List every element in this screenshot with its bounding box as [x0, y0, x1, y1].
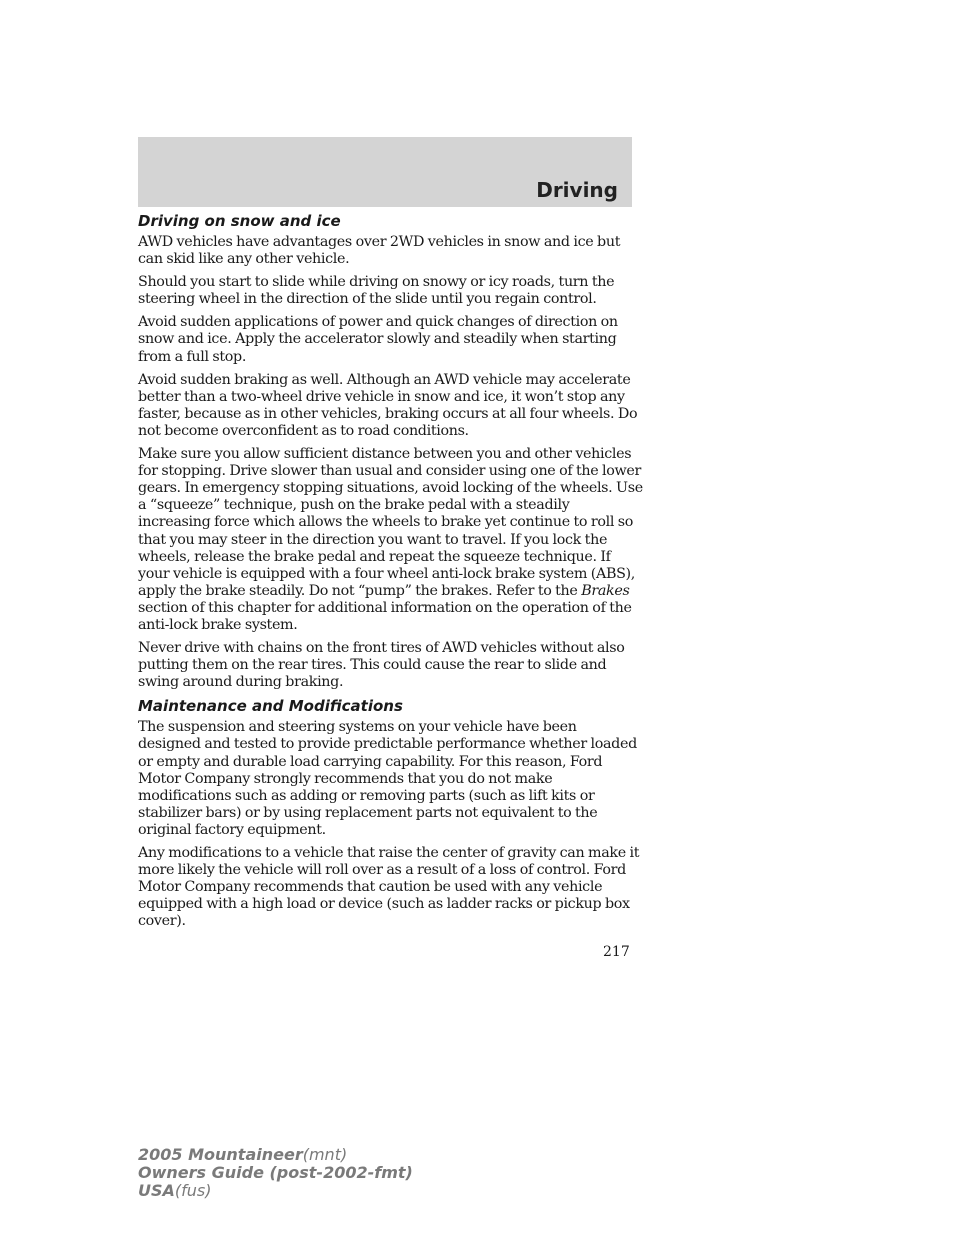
- footer-market-code: (fus): [174, 1181, 212, 1200]
- footer-guide-name: Owners Guide (post-2002-fmt): [138, 1163, 413, 1182]
- paragraph: Avoid sudden braking as well. Although an AWD vehicle may accelerate better than a two-wheel drive vehicle in snow and ice, it won’t stop any faster, because as in other vehicles, braking occurs at all four wheels. Do not become overconfident as to road conditions.: [138, 371, 638, 439]
- footer-model-name: 2005 Mountaineer: [138, 1145, 303, 1164]
- paragraph-text: section of this chapter for additional information on the operation of the anti-lock brake system.: [138, 599, 632, 633]
- page-number: 217: [603, 944, 630, 960]
- page-header-title: Driving: [536, 178, 618, 202]
- document-footer: [138, 1146, 413, 1200]
- page-content: [138, 212, 643, 936]
- footer-market-name: USA: [138, 1181, 175, 1200]
- paragraph-brakes-reference: [138, 446, 643, 634]
- header-band: [138, 137, 632, 207]
- brakes-section-reference: Brakes: [581, 582, 630, 599]
- paragraph-text: Make sure you allow sufficient distance between you and other vehicles for stopping. Drive slower than usual and consider using one of the lower gears. In emergency stopping situations, avoid locking of the wheels. Use a “squeeze” technique, push on the brake pedal with a steadily increasing force which allows the wheels to brake yet continue to roll so that you may steer in the direction you want to travel. If you lock the wheels, release the brake pedal and repeat the squeeze technique. If your vehicle is equipped with a four wheel anti-lock brake system (ABS), apply the brake steadily. Do not “pump” the brakes. Refer to the: [138, 446, 643, 599]
- paragraph: AWD vehicles have advantages over 2WD vehicles in snow and ice but can skid like any other vehicle.: [138, 234, 621, 268]
- paragraph: Never drive with chains on the front tires of AWD vehicles without also putting them on the rear tires. This could cause the rear to slide and swing around during braking.: [138, 640, 625, 691]
- paragraph: The suspension and steering systems on your vehicle have been designed and tested to provide predictable performance whether loaded or empty and durable load carrying capability. For this reason, Ford Motor Company strongly recommends that you do not make modifications such as adding or removing parts (such as lift kits or stabilizer bars) or by using replacement parts not equivalent to the original factory equipment.: [138, 719, 637, 838]
- paragraph: Avoid sudden applications of power and quick changes of direction on snow and ice. Apply the accelerator slowly and steadily when starting from a full stop.: [138, 314, 618, 365]
- footer-line-model: [138, 1146, 413, 1164]
- paragraph: Should you start to slide while driving on snowy or icy roads, turn the steering wheel in the direction of the slide until you regain control.: [138, 274, 615, 308]
- section-heading-maintenance: Maintenance and Modifications: [138, 697, 403, 716]
- footer-model-code: (mnt): [302, 1145, 348, 1164]
- footer-line-guide: [138, 1164, 413, 1182]
- paragraph: Any modifications to a vehicle that raise the center of gravity can make it more likely the vehicle will roll over as a result of a loss of control. Ford Motor Company recommends that caution be used with any vehicle equipped with a high load or device (such as ladder racks or pickup box cover).: [138, 845, 640, 930]
- footer-line-market: [138, 1182, 413, 1200]
- section-heading-snow-ice: Driving on snow and ice: [138, 212, 341, 230]
